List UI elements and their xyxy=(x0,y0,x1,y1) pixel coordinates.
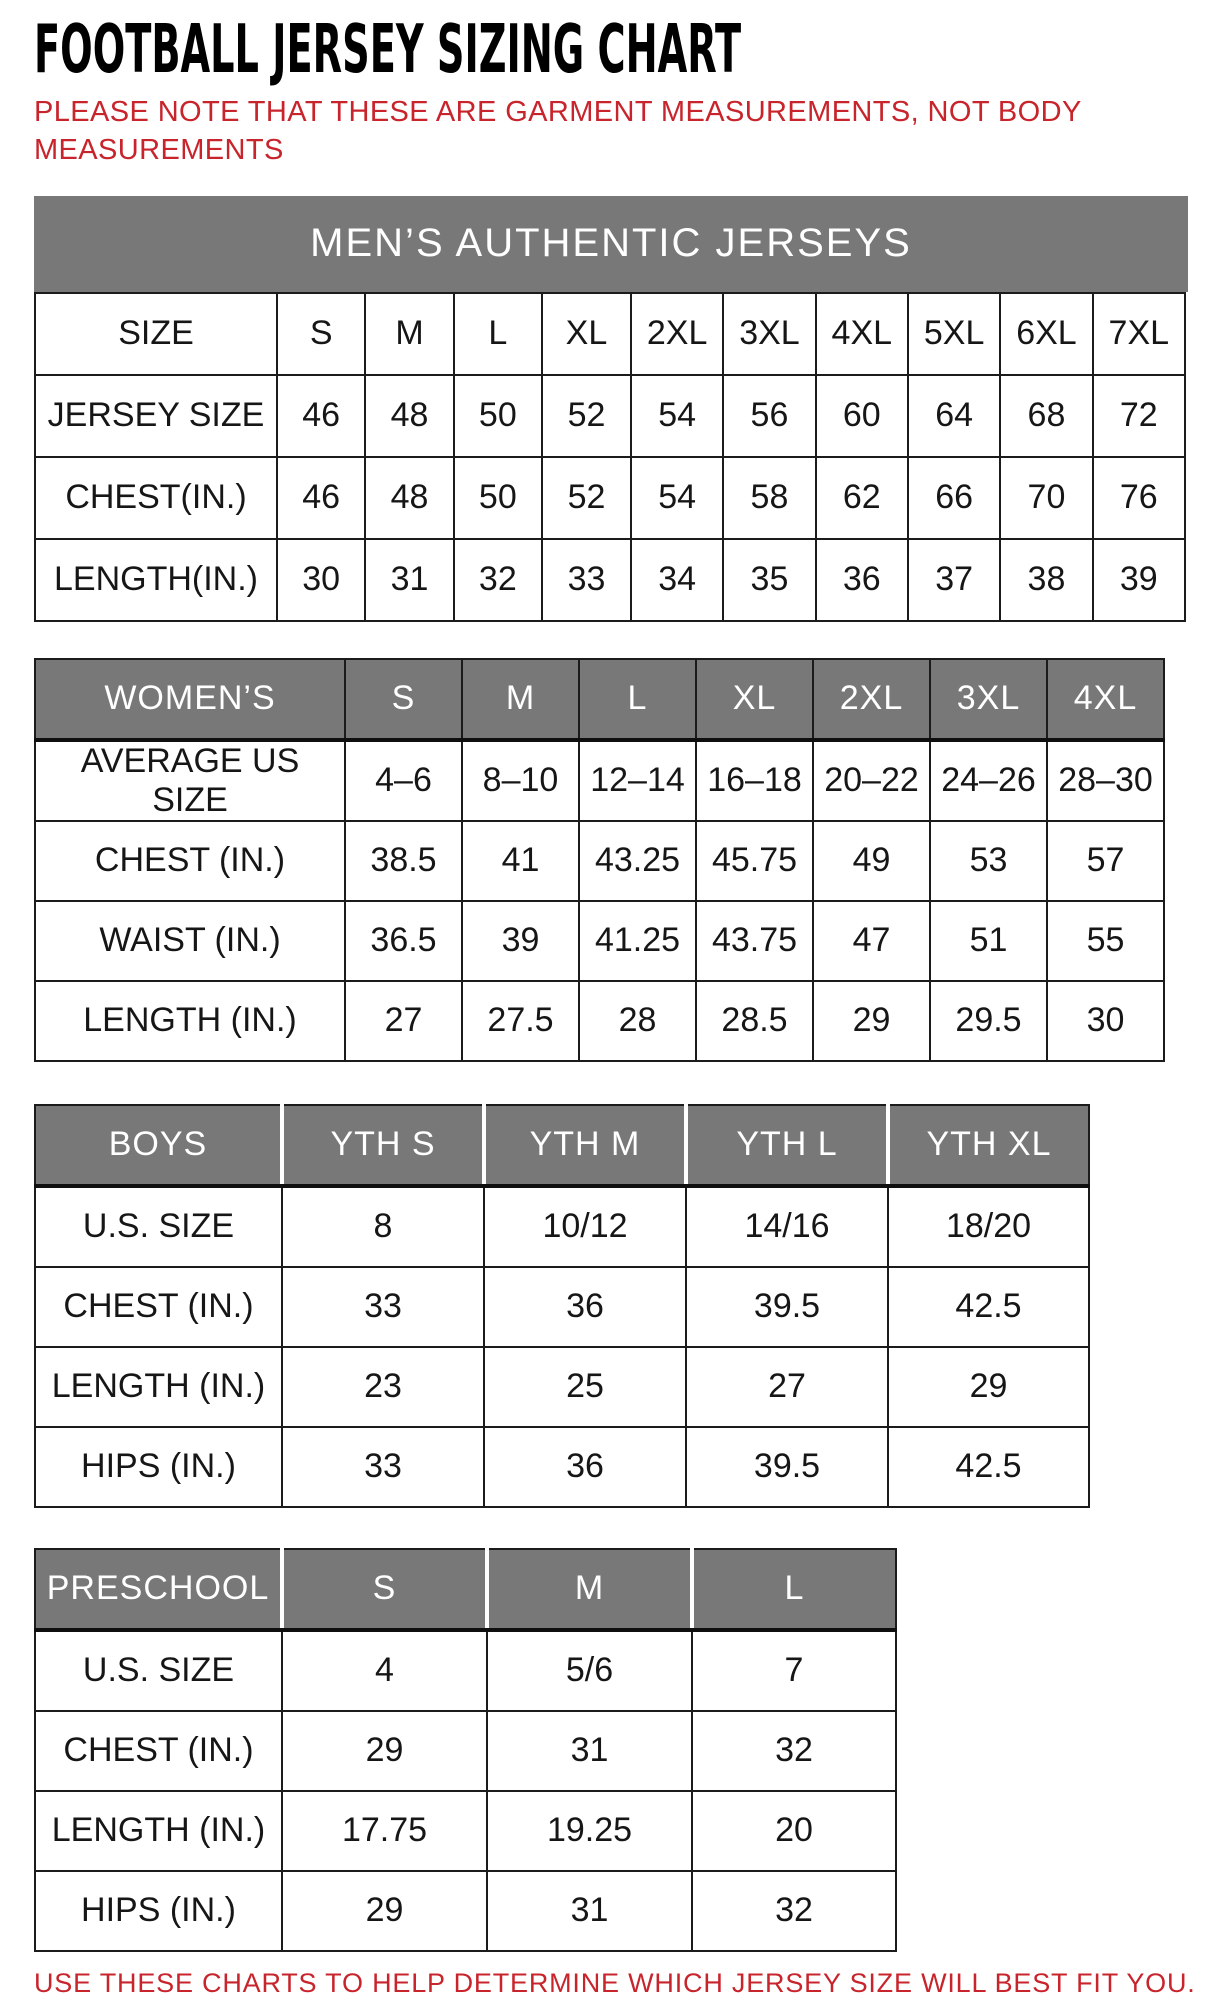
value-cell: 36.5 xyxy=(345,901,462,981)
table-header-row xyxy=(35,659,1164,740)
value-cell: 36 xyxy=(816,539,908,621)
value-cell: 32 xyxy=(692,1871,896,1951)
womens-table xyxy=(34,658,1165,1062)
value-cell: 25 xyxy=(484,1347,686,1427)
column-header-cell: YTH L xyxy=(686,1105,888,1186)
column-header-cell: L xyxy=(454,293,542,375)
value-cell: 12–14 xyxy=(579,740,696,821)
preschool-table xyxy=(34,1548,897,1952)
value-cell: 31 xyxy=(487,1711,692,1791)
row-label-cell: LENGTH (IN.) xyxy=(35,981,345,1061)
value-cell: 51 xyxy=(930,901,1047,981)
value-cell: 29 xyxy=(282,1711,487,1791)
value-cell: 38.5 xyxy=(345,821,462,901)
column-header-cell: YTH S xyxy=(282,1105,484,1186)
value-cell: 76 xyxy=(1093,457,1185,539)
value-cell: 41.25 xyxy=(579,901,696,981)
value-cell: 23 xyxy=(282,1347,484,1427)
table-header-row xyxy=(35,1105,1089,1186)
row-label-cell: U.S. SIZE xyxy=(35,1186,282,1267)
value-cell: 29 xyxy=(888,1347,1089,1427)
value-cell: 72 xyxy=(1093,375,1185,457)
value-cell: 50 xyxy=(454,457,542,539)
column-header-cell: 5XL xyxy=(908,293,1000,375)
column-header-cell: M xyxy=(462,659,579,740)
table-row xyxy=(35,1630,896,1711)
table-row xyxy=(35,740,1164,821)
value-cell: 4 xyxy=(282,1630,487,1711)
value-cell: 27 xyxy=(686,1347,888,1427)
value-cell: 42.5 xyxy=(888,1267,1089,1347)
value-cell: 33 xyxy=(542,539,631,621)
table-row xyxy=(35,1791,896,1871)
value-cell: 37 xyxy=(908,539,1000,621)
column-header-cell: S xyxy=(345,659,462,740)
value-cell: 35 xyxy=(723,539,815,621)
value-cell: 20 xyxy=(692,1791,896,1871)
value-cell: 14/16 xyxy=(686,1186,888,1267)
table-row xyxy=(35,539,1185,621)
column-header-cell: S xyxy=(282,1549,487,1630)
table-row xyxy=(35,375,1185,457)
table-row xyxy=(35,1711,896,1791)
value-cell: 53 xyxy=(930,821,1047,901)
column-header-cell: M xyxy=(365,293,453,375)
value-cell: 46 xyxy=(277,375,365,457)
column-header-cell: YTH XL xyxy=(888,1105,1089,1186)
value-cell: 33 xyxy=(282,1427,484,1507)
value-cell: 66 xyxy=(908,457,1000,539)
value-cell: 43.75 xyxy=(696,901,813,981)
value-cell: 54 xyxy=(631,457,723,539)
garment-note xyxy=(34,94,1186,169)
value-cell: 43.25 xyxy=(579,821,696,901)
column-header-cell: L xyxy=(579,659,696,740)
boys-table xyxy=(34,1104,1090,1508)
table-row xyxy=(35,1267,1089,1347)
row-label-cell: AVERAGE US SIZE xyxy=(35,740,345,821)
value-cell: 39 xyxy=(462,901,579,981)
table-row xyxy=(35,1186,1089,1267)
row-label-cell: JERSEY SIZE xyxy=(35,375,277,457)
value-cell: 24–26 xyxy=(930,740,1047,821)
value-cell: 48 xyxy=(365,457,453,539)
value-cell: 29 xyxy=(813,981,930,1061)
garment-note-line: MEASUREMENTS xyxy=(34,134,284,167)
value-cell: 55 xyxy=(1047,901,1164,981)
row-label-cell: U.S. SIZE xyxy=(35,1630,282,1711)
value-cell: 54 xyxy=(631,375,723,457)
table-row xyxy=(35,1427,1089,1507)
value-cell: 60 xyxy=(816,375,908,457)
value-cell: 31 xyxy=(487,1871,692,1951)
row-label-cell: LENGTH (IN.) xyxy=(35,1791,282,1871)
column-header-cell: 2XL xyxy=(813,659,930,740)
value-cell: 28.5 xyxy=(696,981,813,1061)
value-cell: 28–30 xyxy=(1047,740,1164,821)
value-cell: 5/6 xyxy=(487,1630,692,1711)
row-label-cell: HIPS (IN.) xyxy=(35,1427,282,1507)
table-row xyxy=(35,1347,1089,1427)
column-header-cell: XL xyxy=(696,659,813,740)
value-cell: 29.5 xyxy=(930,981,1047,1061)
value-cell: 52 xyxy=(542,457,631,539)
value-cell: 33 xyxy=(282,1267,484,1347)
value-cell: 34 xyxy=(631,539,723,621)
value-cell: 68 xyxy=(1000,375,1092,457)
value-cell: 38 xyxy=(1000,539,1092,621)
value-cell: 27.5 xyxy=(462,981,579,1061)
page-title: FOOTBALL JERSEY SIZING CHART xyxy=(34,9,742,89)
value-cell: 50 xyxy=(454,375,542,457)
column-header-cell: M xyxy=(487,1549,692,1630)
value-cell: 45.75 xyxy=(696,821,813,901)
table-row xyxy=(35,1871,896,1951)
value-cell: 36 xyxy=(484,1427,686,1507)
value-cell: 39 xyxy=(1093,539,1185,621)
table-title-cell: WOMEN’S xyxy=(35,659,345,740)
value-cell: 46 xyxy=(277,457,365,539)
value-cell: 28 xyxy=(579,981,696,1061)
value-cell: 36 xyxy=(484,1267,686,1347)
value-cell: 39.5 xyxy=(686,1427,888,1507)
value-cell: 47 xyxy=(813,901,930,981)
row-label-cell: CHEST (IN.) xyxy=(35,1711,282,1791)
value-cell: 64 xyxy=(908,375,1000,457)
column-header-cell: 3XL xyxy=(723,293,815,375)
value-cell: 41 xyxy=(462,821,579,901)
value-cell: 8 xyxy=(282,1186,484,1267)
row-label-cell: LENGTH(IN.) xyxy=(35,539,277,621)
value-cell: 29 xyxy=(282,1871,487,1951)
row-label-cell: CHEST(IN.) xyxy=(35,457,277,539)
value-cell: 49 xyxy=(813,821,930,901)
value-cell: 27 xyxy=(345,981,462,1061)
value-cell: 48 xyxy=(365,375,453,457)
row-label-cell: SIZE xyxy=(35,293,277,375)
value-cell: 56 xyxy=(723,375,815,457)
column-header-cell: 7XL xyxy=(1093,293,1185,375)
column-header-cell: L xyxy=(692,1549,896,1630)
value-cell: 30 xyxy=(277,539,365,621)
row-label-cell: WAIST (IN.) xyxy=(35,901,345,981)
table-header-row xyxy=(35,1549,896,1630)
value-cell: 57 xyxy=(1047,821,1164,901)
table-title-cell: PRESCHOOL xyxy=(35,1549,282,1630)
value-cell: 16–18 xyxy=(696,740,813,821)
value-cell: 31 xyxy=(365,539,453,621)
column-header-cell: YTH M xyxy=(484,1105,686,1186)
value-cell: 52 xyxy=(542,375,631,457)
value-cell: 30 xyxy=(1047,981,1164,1061)
column-header-cell: S xyxy=(277,293,365,375)
column-header-cell: 3XL xyxy=(930,659,1047,740)
table-row xyxy=(35,293,1185,375)
table-title-cell: BOYS xyxy=(35,1105,282,1186)
value-cell: 17.75 xyxy=(282,1791,487,1871)
column-header-cell: 6XL xyxy=(1000,293,1092,375)
value-cell: 7 xyxy=(692,1630,896,1711)
column-header-cell: 4XL xyxy=(1047,659,1164,740)
value-cell: 39.5 xyxy=(686,1267,888,1347)
page-title-wrap xyxy=(34,9,1186,89)
table-row xyxy=(35,457,1185,539)
value-cell: 20–22 xyxy=(813,740,930,821)
mens-table-title: MEN’S AUTHENTIC JERSEYS xyxy=(34,196,1188,292)
value-cell: 58 xyxy=(723,457,815,539)
row-label-cell: HIPS (IN.) xyxy=(35,1871,282,1951)
column-header-cell: 4XL xyxy=(816,293,908,375)
value-cell: 8–10 xyxy=(462,740,579,821)
value-cell: 10/12 xyxy=(484,1186,686,1267)
value-cell: 32 xyxy=(692,1711,896,1791)
value-cell: 32 xyxy=(454,539,542,621)
column-header-cell: 2XL xyxy=(631,293,723,375)
footer-text: USE THESE CHARTS TO HELP DETERMINE WHICH JERSEY SIZE WILL BEST FIT YOU. xyxy=(34,1968,1196,1998)
table-row xyxy=(35,981,1164,1061)
row-label-cell: CHEST (IN.) xyxy=(35,821,345,901)
garment-note-line: PLEASE NOTE THAT THESE ARE GARMENT MEASUREMENTS, NOT BODY xyxy=(34,96,1082,129)
value-cell: 62 xyxy=(816,457,908,539)
table-row xyxy=(35,901,1164,981)
value-cell: 19.25 xyxy=(487,1791,692,1871)
column-header-cell: XL xyxy=(542,293,631,375)
row-label-cell: CHEST (IN.) xyxy=(35,1267,282,1347)
table-row xyxy=(35,821,1164,901)
value-cell: 70 xyxy=(1000,457,1092,539)
value-cell: 18/20 xyxy=(888,1186,1089,1267)
mens-table xyxy=(34,292,1186,622)
row-label-cell: LENGTH (IN.) xyxy=(35,1347,282,1427)
value-cell: 4–6 xyxy=(345,740,462,821)
value-cell: 42.5 xyxy=(888,1427,1089,1507)
